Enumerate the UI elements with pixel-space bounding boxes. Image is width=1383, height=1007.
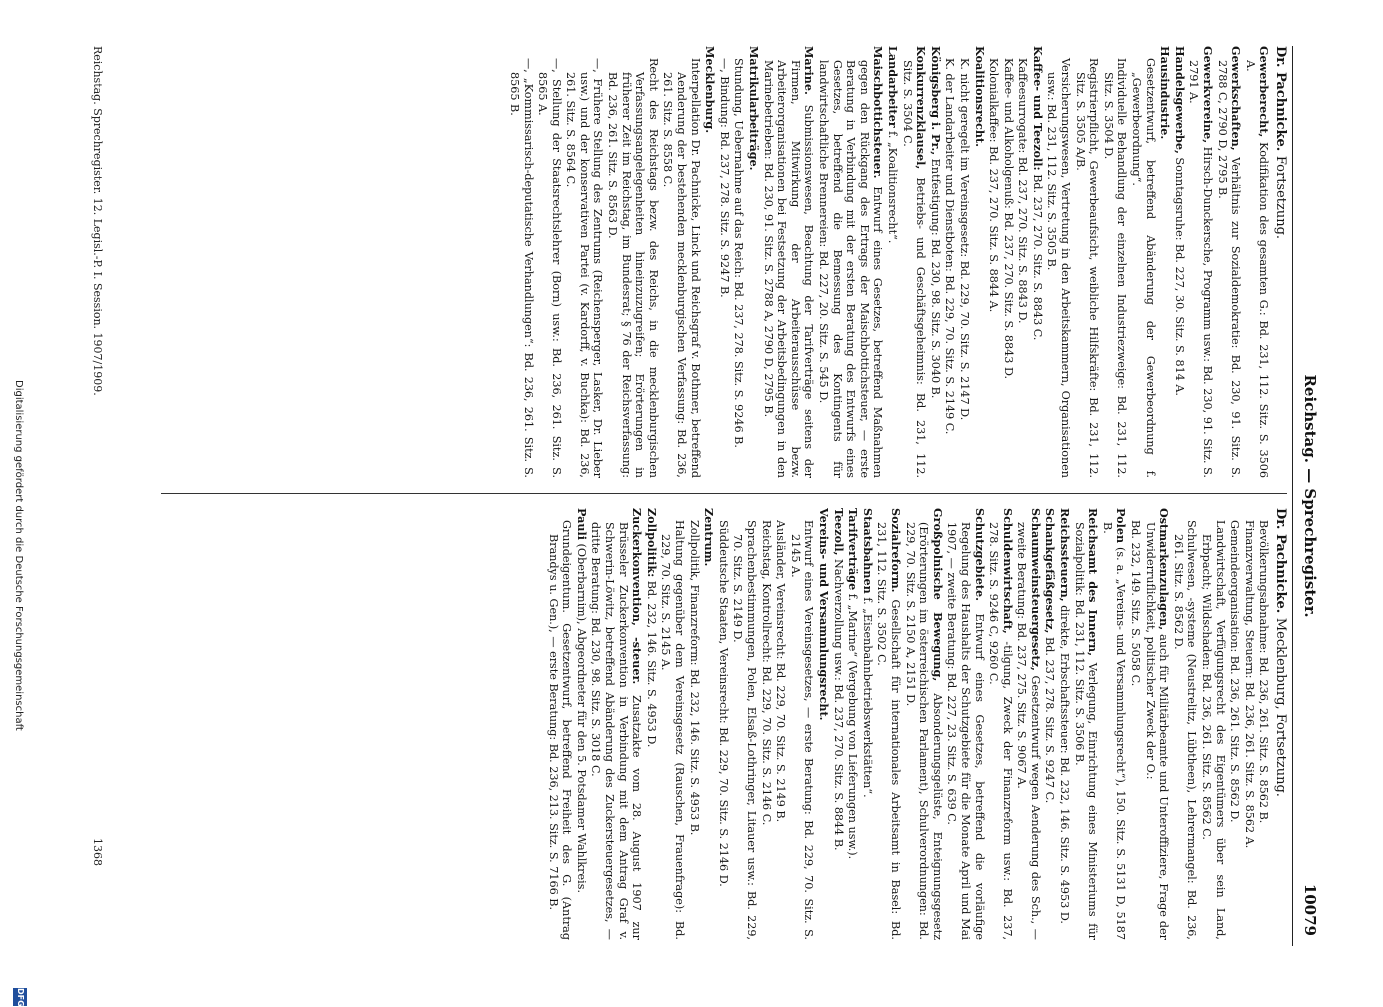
index-entry: [1242, 508, 1256, 940]
entry-text: Landwirtschaft, Verfügungsrecht des Eigentümers über sein Land, Erbpacht; Wildschaden: Bd. 236, 261. Sitz. S. 8562 C.: [1200, 520, 1227, 940]
entry-text: Submissionswesen, Beachtung der Tarifverträge seitens der Firmen, Mitwirkung der Arbeiterausschüsse bezw. Arbeiterorganisationen bei Festsetzung der Arbeitsbedingungen in den Marinebetrieben: Bd. 230, 91. Sitz. S. 2788 A, 2790 D, 2795 B.: [761, 60, 816, 478]
entry-text: Stundung, Uebernahme auf das Reich: Bd. 237, 278. Sitz. S. 9246 B.: [732, 58, 746, 448]
index-entry: [1257, 508, 1271, 940]
entry-text: Kolonialkaffee: Bd. 237, 270. Sitz. S. 8844 A.: [987, 58, 1001, 313]
index-entry: [945, 508, 986, 940]
index-entry: [943, 46, 957, 478]
entry-text: Hirsch-Dunckersche, Programm usw.: Bd. 230, 91. Sitz. S. 2791 A.: [1187, 60, 1215, 478]
index-entry: [661, 46, 702, 478]
index-entry: [644, 508, 658, 940]
index-entry: [1199, 508, 1226, 940]
entry-text: Versicherungswesen, Vertretung in den Arbeitskammern, Organisationen usw.: Bd. 231, 112. Sitz. S. 3505 B.: [1045, 58, 1073, 478]
entry-text: Finanzverwaltung, Steuern: Bd. 236, 261. Sitz. S. 8562 A.: [1242, 520, 1256, 849]
entry-text: Entwurf eines Gesetzes, betreffend die vorläufige Regelung des Haushalts der Schutzgebiete für die Monate April und Mai 1907, — zweite Beratung: Bd. 227, 23. Sitz. S. 639 C.: [945, 522, 986, 940]
entry-keyword: Gewerberecht,: [1257, 46, 1272, 138]
entry-keyword: Landarbeiter: [885, 46, 900, 128]
index-entry: [957, 46, 971, 478]
continuation-label: Fortsetzung.: [1273, 155, 1288, 240]
index-entry: [987, 46, 1001, 478]
footer-page-number: 1368: [91, 838, 104, 866]
index-entry: [574, 508, 588, 940]
index-entry: [860, 508, 874, 940]
entry-keyword: Reichsamt des Innern,: [1086, 508, 1101, 657]
entry-text: Gesetzentwurf, betreffend Abänderung der Gewerbeordnung f. „Gewerbeordnung“.: [1130, 58, 1157, 478]
index-entry: [732, 46, 746, 478]
entry-keyword: Konkurrenzklausel,: [914, 46, 929, 170]
entry-text: Entwurf eines Gesetzes, betreffend Maßnahmen gegen den Rückgang des Ertrags der Maischbottichsteuer, — erste Beratung in Verbindung mit der ersten Beratung des Entwurfs eines Gesetzes, betreffend die Bemessung des Kontingents für landwirtschaftliche Brennereien: Bd. 227, 20. Sitz. S. 545 D.: [817, 60, 885, 478]
entry-text: Interpellation Dr. Pachnicke, Linck und Reichsgraf v. Bothmer, betreffend Aenderung der bestehenden mecklenburgischen Verfassung: Bd. 236, 261. Sitz. S. 8558 C.: [661, 58, 702, 478]
entry-text: Grundeigentum. Gesetzentwurf, betreffend Freiheit des G. (Antrag Brandys u. Gen.), — erste Beratung: Bd. 236, 213. Sitz. S. 7166 B.: [546, 520, 574, 940]
speaker-name: Dr. Pachnicke.: [1273, 508, 1288, 614]
entry-text: Ausländer, Vereinsrecht: Bd. 229, 70. Sitz. S. 2149 B.: [774, 520, 788, 823]
index-entry: [900, 46, 927, 478]
index-entry: [774, 508, 788, 940]
entry-text: —, Frühere Stellung des Zentrums (Reichensperger, Lasker, Dr. Lieber usw.) und der konservativen Partei (v. Kardorff, v. Buchka): Bd. 236, 261. Sitz. S. 8564 C.: [564, 58, 605, 478]
index-entry: [1001, 46, 1015, 478]
entry-text: K. der Landarbeiter und Dienstboten: Bd. 229, 70. Sitz. S. 2149 C.: [943, 58, 957, 435]
entry-keyword: Zollpolitik:: [644, 508, 659, 578]
entry-text: Haltung gegenüber dem Vereinsgesetz (Rauschen, Frauenfrage): Bd. 229, 70. Sitz. S. 2145 A.: [659, 520, 687, 940]
index-entry: [816, 508, 830, 940]
index-entry: [1172, 46, 1186, 478]
entry-text: K. nicht geregelt im Vereinsgesetz: Bd. 229, 70. Sitz. S. 2147 D.: [957, 58, 971, 421]
entry-keyword: Sozialreform.: [888, 508, 903, 593]
index-entry: [1016, 46, 1030, 478]
entry-keyword: Maischbottichsteuer.: [871, 46, 886, 179]
index-entry: [1171, 508, 1198, 940]
index-entry: [816, 46, 884, 478]
index-entry: [746, 46, 760, 478]
index-entry: [703, 46, 717, 478]
index-entry: [761, 46, 815, 478]
index-entry: [1187, 46, 1214, 478]
left-column: [105, 46, 1287, 478]
entry-text: Bevölkerungsabnahme: Bd. 236, 261. Sitz. S. 8562 B.: [1257, 520, 1271, 824]
entry-text: Verlegung, Einrichtung eines Ministeriums für Sozialpolitik: Bd. 231, 112. Sitz. S. 3506 B.: [1072, 522, 1100, 941]
index-entry: [972, 46, 986, 478]
continuation-label: Mecklenburg, Fortsetzung.: [1273, 617, 1288, 797]
entry-text: Süddeutsche Staaten, Vereinsrecht: Bd. 229, 70. Sitz. S. 2146 D.: [716, 520, 730, 887]
entry-text: direkte, Erbschaftssteuer: Bd. 232, 146. Sitz. S. 4953 D.: [1058, 601, 1072, 924]
right-column-heading: [1273, 508, 1287, 940]
entry-text: -tilgung, Zweck der Finanzreform usw.: Bd. 237, 278. Sitz. S. 9246 C, 9260 C.: [987, 522, 1014, 940]
entry-text: Kaffee- und Alkoholgenuß: Bd. 237, 270. Sitz. S. 8843 D.: [1001, 58, 1015, 380]
index-entry: [564, 46, 605, 478]
index-entry: [846, 508, 860, 940]
speaker-name: Dr. Pachnicke.: [1273, 46, 1288, 152]
index-entry: [1228, 508, 1242, 940]
index-entry: [928, 46, 942, 478]
document-page: [91, 46, 1321, 946]
entry-text: Sonntagsruhe: Bd. 227, 30. Sitz. S. 814 A.: [1172, 153, 1186, 396]
entry-keyword: Zuckerkonvention, -steuer.: [630, 508, 645, 685]
entry-keyword: Großpolnische Bewegung,: [930, 508, 945, 682]
entry-text: Betriebs- und Geschäftsgeheimnis: Bd. 231, 112. Sitz. S. 3504 C.: [900, 60, 928, 478]
entry-keyword: Schutzgebiete.: [972, 508, 987, 601]
entry-text: —, Stellung der Staatsrechtslehrer (Born) usw.: Bd. 236, 261. Sitz. S. 8565 A.: [536, 58, 563, 478]
entry-keyword: Schaumweinsteuergesetz,: [1028, 508, 1043, 671]
entry-keyword: Reichssteuern,: [1058, 508, 1073, 602]
entry-text: (Oberbarnim), Abgeordneter für den 5. Potsdamer Wahlkreis.: [574, 540, 588, 894]
entry-text: Gesetzentwurf wegen Aenderung des Sch., — zweite Beratung: Bd. 237, 275. Sitz. S. 9067 A.: [1015, 522, 1042, 940]
index-entry: [1129, 46, 1156, 478]
entry-keyword: Vereins- und Versammlungsrecht.: [817, 508, 831, 721]
index-entry: [606, 46, 660, 478]
entry-text: Bd. 237, 270. Sitz. S. 8843 C.: [1030, 170, 1044, 341]
entry-text: Schulwesen, -systeme (Neustrelitz, Lübtheen), Lehrermangel: Bd. 236, 261. Sitz. S. 8562 D.: [1171, 520, 1199, 940]
entry-text: Bd. 232, 149. Sitz. S. 5058 C.: [1129, 520, 1143, 687]
entry-keyword: Kaffee- und Teezoll:: [1030, 46, 1045, 171]
entry-text: Sprachenbestimmungen, Polen, Elsaß-Lothringer, Litauer usw.: Bd. 229, 70. Sitz. S. 2149 D.: [731, 520, 759, 940]
index-entry: [903, 508, 944, 940]
entry-text: Kodifikation des gesamten G.: Bd. 231, 112. Sitz. S. 3506 A.: [1243, 60, 1271, 478]
footer-publication: Reichstag. Sprechregister. 12. Legisl.-P. I. Session. 1907/1909.: [91, 46, 104, 396]
entry-text: f. „Eisenbahnbetriebswerkstätten“.: [860, 593, 874, 798]
entry-keyword: Marine.: [802, 46, 817, 95]
entry-text: Recht des Reichstags bezw. des Reichs, in die mecklenburgischen Verfassungsangelegenheiten hineinzuzugreifen; Erörterungen in früherer Zeit im Reichstag, im Bundesrat; § 76 der Reichsverfassung: Bd. 236, 261. Sitz. S. 8563 D.: [606, 58, 660, 478]
entry-keyword: Ostmarkenzulagen,: [1157, 508, 1172, 631]
index-entry: [659, 508, 686, 940]
entry-text: Verhältnis zur Sozialdemokratie: Bd. 230, 91. Sitz. S. 2788 C, 2790 D, 2795 B.: [1215, 60, 1243, 478]
left-column-heading: [1273, 46, 1287, 478]
entry-text: Reichstag, Kontrollrecht: Bd. 229, 70. Sitz. S. 2146 C.: [759, 520, 773, 826]
entry-keyword: Matrikularbeiträge.: [747, 46, 762, 171]
index-entry: [716, 508, 730, 940]
right-entry-list: [546, 508, 1270, 940]
entry-text: Absonderungsgelüste, Enteignungsgesetz (Erörterungen im österreichischen Parlament), Schulverordnungen: Bd. 229, 70. Sitz. S. 2150 A, 2151 D.: [903, 522, 944, 940]
right-column: [105, 508, 1287, 940]
entry-text: Gemeindeorganisation: Bd. 236, 261. Sitz. S. 8562 D.: [1228, 520, 1242, 823]
entry-keyword: Königsberg i. Pr.,: [928, 46, 943, 156]
index-entry: [1101, 46, 1128, 478]
left-entry-list: [507, 46, 1270, 478]
entry-keyword: Polen: [1114, 508, 1129, 544]
digitization-note: Digitalisierung gefördert durch die Deutsche Forschungsgemeinschaft: [13, 380, 24, 731]
entry-keyword: Schankgefäßgesetz,: [1043, 508, 1058, 634]
page-number: 10079: [1301, 883, 1319, 936]
entry-text: Bd. 232, 146. Sitz. S. 4953 D.: [644, 577, 658, 748]
entry-text: (s. a. „Vereins- und Versammlungsrecht“), 150. Sitz. S. 5131 D, 5187 B.: [1100, 522, 1128, 940]
index-entry: [1045, 46, 1072, 478]
index-entry: [687, 508, 701, 940]
index-entry: [546, 508, 573, 940]
header-rule: [1292, 46, 1293, 946]
index-entry: [1128, 508, 1142, 940]
dfg-logo-icon: DFG: [13, 988, 27, 1006]
index-entry: [875, 508, 902, 940]
entry-text: Individuelle Behandlung der einzelnen Industriezweige: Bd. 231, 112. Sitz. S. 3504 D.: [1101, 58, 1129, 478]
entry-keyword: Teezoll,: [831, 508, 846, 556]
entry-text: auch für Militärbeamte und Unteroffiziere, Frage der Unwiderruflichkeit, politischer Zweck der O.:: [1143, 522, 1171, 940]
entry-keyword: Schuldenwirtschaft,: [1000, 508, 1015, 634]
index-entry: [1058, 508, 1072, 940]
entry-text: Nachverzollung usw.: Bd. 237, 270. Sitz. S. 8844 B.: [831, 555, 845, 851]
index-entry: [759, 508, 773, 940]
entry-text: f. „Koalitionsrecht“.: [885, 127, 899, 244]
column-divider: [161, 493, 1287, 494]
index-entry: [1015, 508, 1042, 940]
entry-keyword: Koalitionsrecht.: [972, 46, 987, 148]
index-entry: [507, 46, 534, 478]
index-entry: [717, 46, 731, 478]
index-entry: [589, 508, 643, 940]
entry-text: f. „Marine“ (Vergebung von Lieferungen usw.).: [846, 590, 860, 860]
entry-keyword: Staatsbahnen: [860, 508, 875, 594]
index-entry: [987, 508, 1014, 940]
header-title: Reichstag. — Sprechregister.: [1301, 374, 1319, 618]
running-header: [1295, 46, 1321, 946]
entry-text: Bd. 237, 278. Sitz. S. 9247 C.: [1043, 633, 1057, 804]
index-entry: [1043, 508, 1057, 940]
index-entry: [1143, 508, 1170, 940]
entry-keyword: Gewerkschaften,: [1229, 46, 1244, 151]
entry-keyword: Handelsgewerbe,: [1172, 46, 1187, 154]
entry-keyword: Mecklenburg.: [703, 46, 718, 134]
index-entry: [831, 508, 845, 940]
entry-text: Zusatzakte vom 28. August 1907 zur Brüsseler Zuckerkonvention in Verbindung mit dem Antrag Graf v. Schwerin-Löwitz, betreffend Abänderung des Zuckersteuergesetzes, — dritte Beratung: Bd. 230, 98. Sitz. S. 3018 C.: [589, 522, 644, 940]
entry-text: —, Bindung: Bd. 237, 278. Sitz. S. 9247 B.: [717, 58, 731, 298]
index-entry: [1158, 46, 1172, 478]
entry-text: Entwurf eines Vereinsgesetzes, — erste Beratung: Bd. 229, 70. Sitz. S. 2145 A.: [788, 520, 816, 940]
entry-text: Entfestigung: Bd. 230, 98. Sitz. S. 3040 B.: [928, 155, 942, 399]
index-entry: [1100, 508, 1127, 940]
entry-keyword: Pauli: [574, 508, 589, 540]
entry-keyword: Hausindustrie.: [1158, 46, 1173, 140]
entry-keyword: Tarifverträge: [846, 508, 861, 591]
entry-text: Zollpolitik, Finanzreform: Bd. 232, 146. Sitz. S. 4953 B.: [687, 520, 701, 836]
index-entry: [536, 46, 563, 478]
index-entry: [1030, 46, 1044, 478]
entry-text: Kaffeesurrogate: Bd. 237, 270. Sitz. S. 8843 D.: [1016, 58, 1030, 324]
index-entry: [788, 508, 815, 940]
index-entry: [702, 508, 716, 940]
entry-text: Gesellschaft für internationales Arbeitsamt in Basel: Bd. 231, 112. Sitz. S. 3502 C.: [875, 522, 902, 940]
index-entry: [1072, 508, 1099, 940]
entry-text: Registrierpflicht, Gewerbeaufsicht, weibliche Hilfskräfte: Bd. 231, 112. Sitz. S. 3505 A/B.: [1073, 58, 1101, 478]
index-entry: [731, 508, 758, 940]
index-entry: [1073, 46, 1100, 478]
entry-text: —, „Kommissarisch-deputatische Verhandlungen“: Bd. 236, 261. Sitz. S. 8565 B.: [507, 58, 535, 478]
index-entry: [1243, 46, 1270, 478]
entry-keyword: Gewerkvereine,: [1201, 46, 1216, 144]
index-entry: [1215, 46, 1242, 478]
entry-keyword: Zentrum.: [702, 508, 717, 567]
index-entry: [885, 46, 899, 478]
